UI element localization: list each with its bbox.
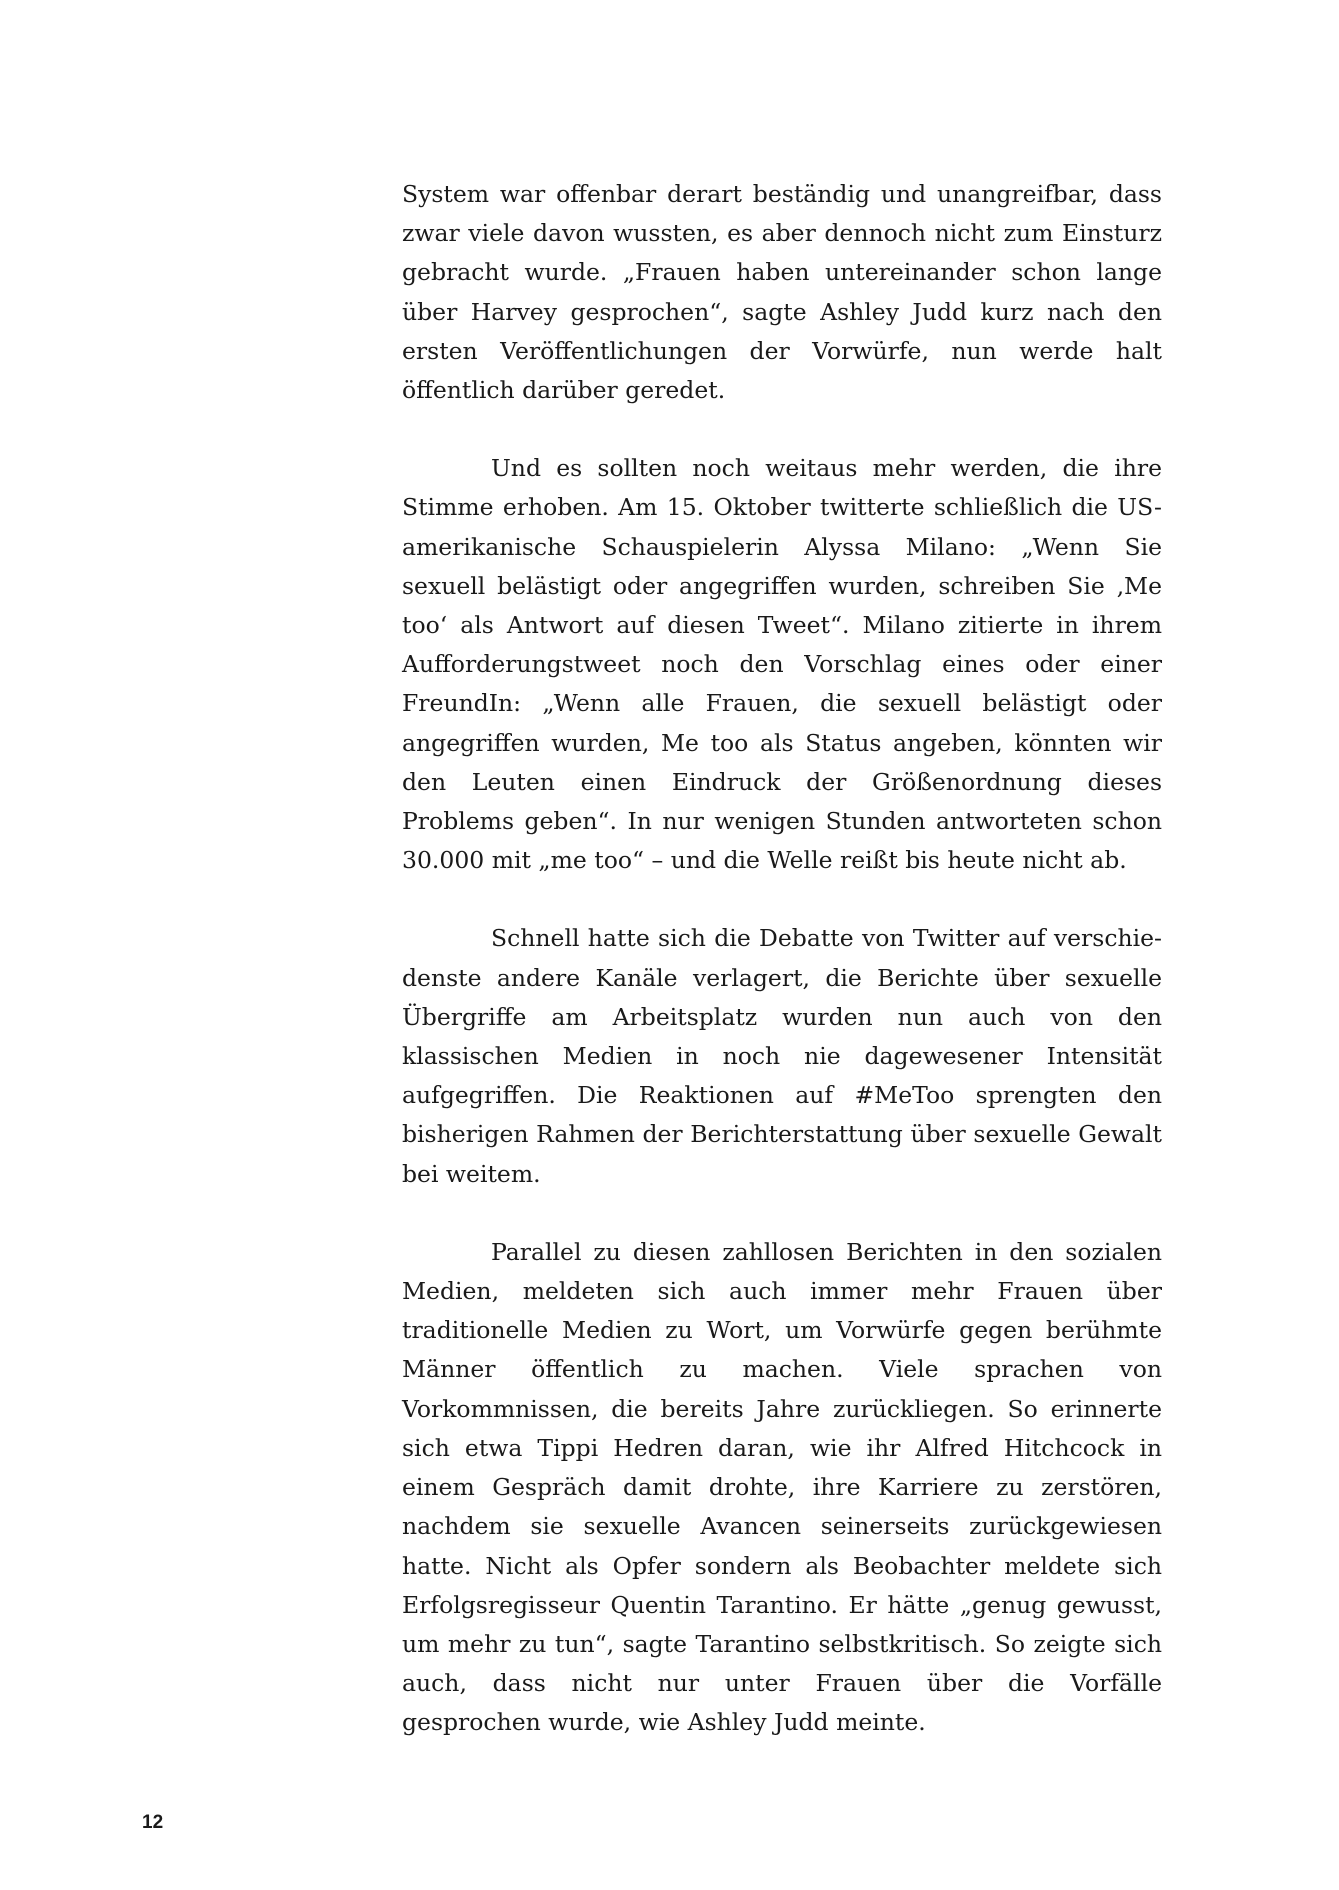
paragraph-traditional-media: Parallel zu diesen zahllosen Berichten in den sozialen Medien, meldeten sich auch immer mehr Frauen über traditionelle Medien zu Wort, um Vorwürfe gegen berühmte Männer öffentlich zu machen. Viele sprachen von Vorkommnissen, die bereits Jahre zurückliegen. So erinnerte sich etwa Tippi Hedren daran, wie ihr Alfred Hitchcock in einem Gespräch damit drohte, ihre Karriere zu zerstören, nachdem sie sexuelle Avancen seinerseits zurückgewiesen hatte. Nicht als Opfer sondern als Beobachter meldete sich Erfolgsregisseur Quentin Tarantino. Er hätte „genug gewusst, um mehr zu tun“, sagte Tarantino selbstkritisch. So zeigte sich auch, dass nicht nur unter Frauen über die Vorfälle gesprochen wurde, wie Ashley Judd meinte.	[402, 1237, 1162, 1737]
body-text-column	[402, 175, 1162, 1782]
paragraph-alyssa-milano: Und es sollten noch weitaus mehr werden, die ihre Stimme erhoben. Am 15. Oktober twitterte schließlich die US-amerikanische Schauspielerin Alyssa Milano: „Wenn Sie sexuell belästigt oder angegriffen wurden, schreiben Sie ‚Me too‘ als Antwort auf diesen Tweet“. Milano zitierte in ihrem Aufforderungstweet noch den Vorschlag eines oder einer FreundIn: „Wenn alle Frauen, die sexuell belästigt oder angegriffen wurden, Me too als Status angeben, könnten wir den Leuten einen Eindruck der Größenordnung dieses Problems geben“. In nur wenigen Stunden antworteten schon 30.000 mit „me too“ – und die Welle reißt bis heute nicht ab.	[402, 454, 1162, 875]
paragraph-continued: System war offenbar derart beständig und unangreifbar, dass zwar viele davon wussten, es aber dennoch nicht zum Einsturz gebracht wurde. „Frauen haben untereinander schon lange über Harvey gesprochen“, sagte Ashley Judd kurz nach den ersten Veröffentlichungen der Vorwürfe, nun werde halt öffentlich darüber geredet.	[402, 180, 1162, 405]
page-number: 12	[142, 1812, 164, 1833]
paragraph-debate-spread: Schnell hatte sich die Debatte von Twitter auf verschiedenste andere Kanäle verlagert, die Berichte über sexuelle Übergriffe am Arbeitsplatz wurden nun auch von den klassischen Medien in noch nie dagewesener Intensität aufgegriffen. Die Reaktionen auf #MeToo sprengten den bisherigen Rahmen der Berichterstattung über sexuelle Gewalt bei weitem.	[402, 924, 1162, 1188]
